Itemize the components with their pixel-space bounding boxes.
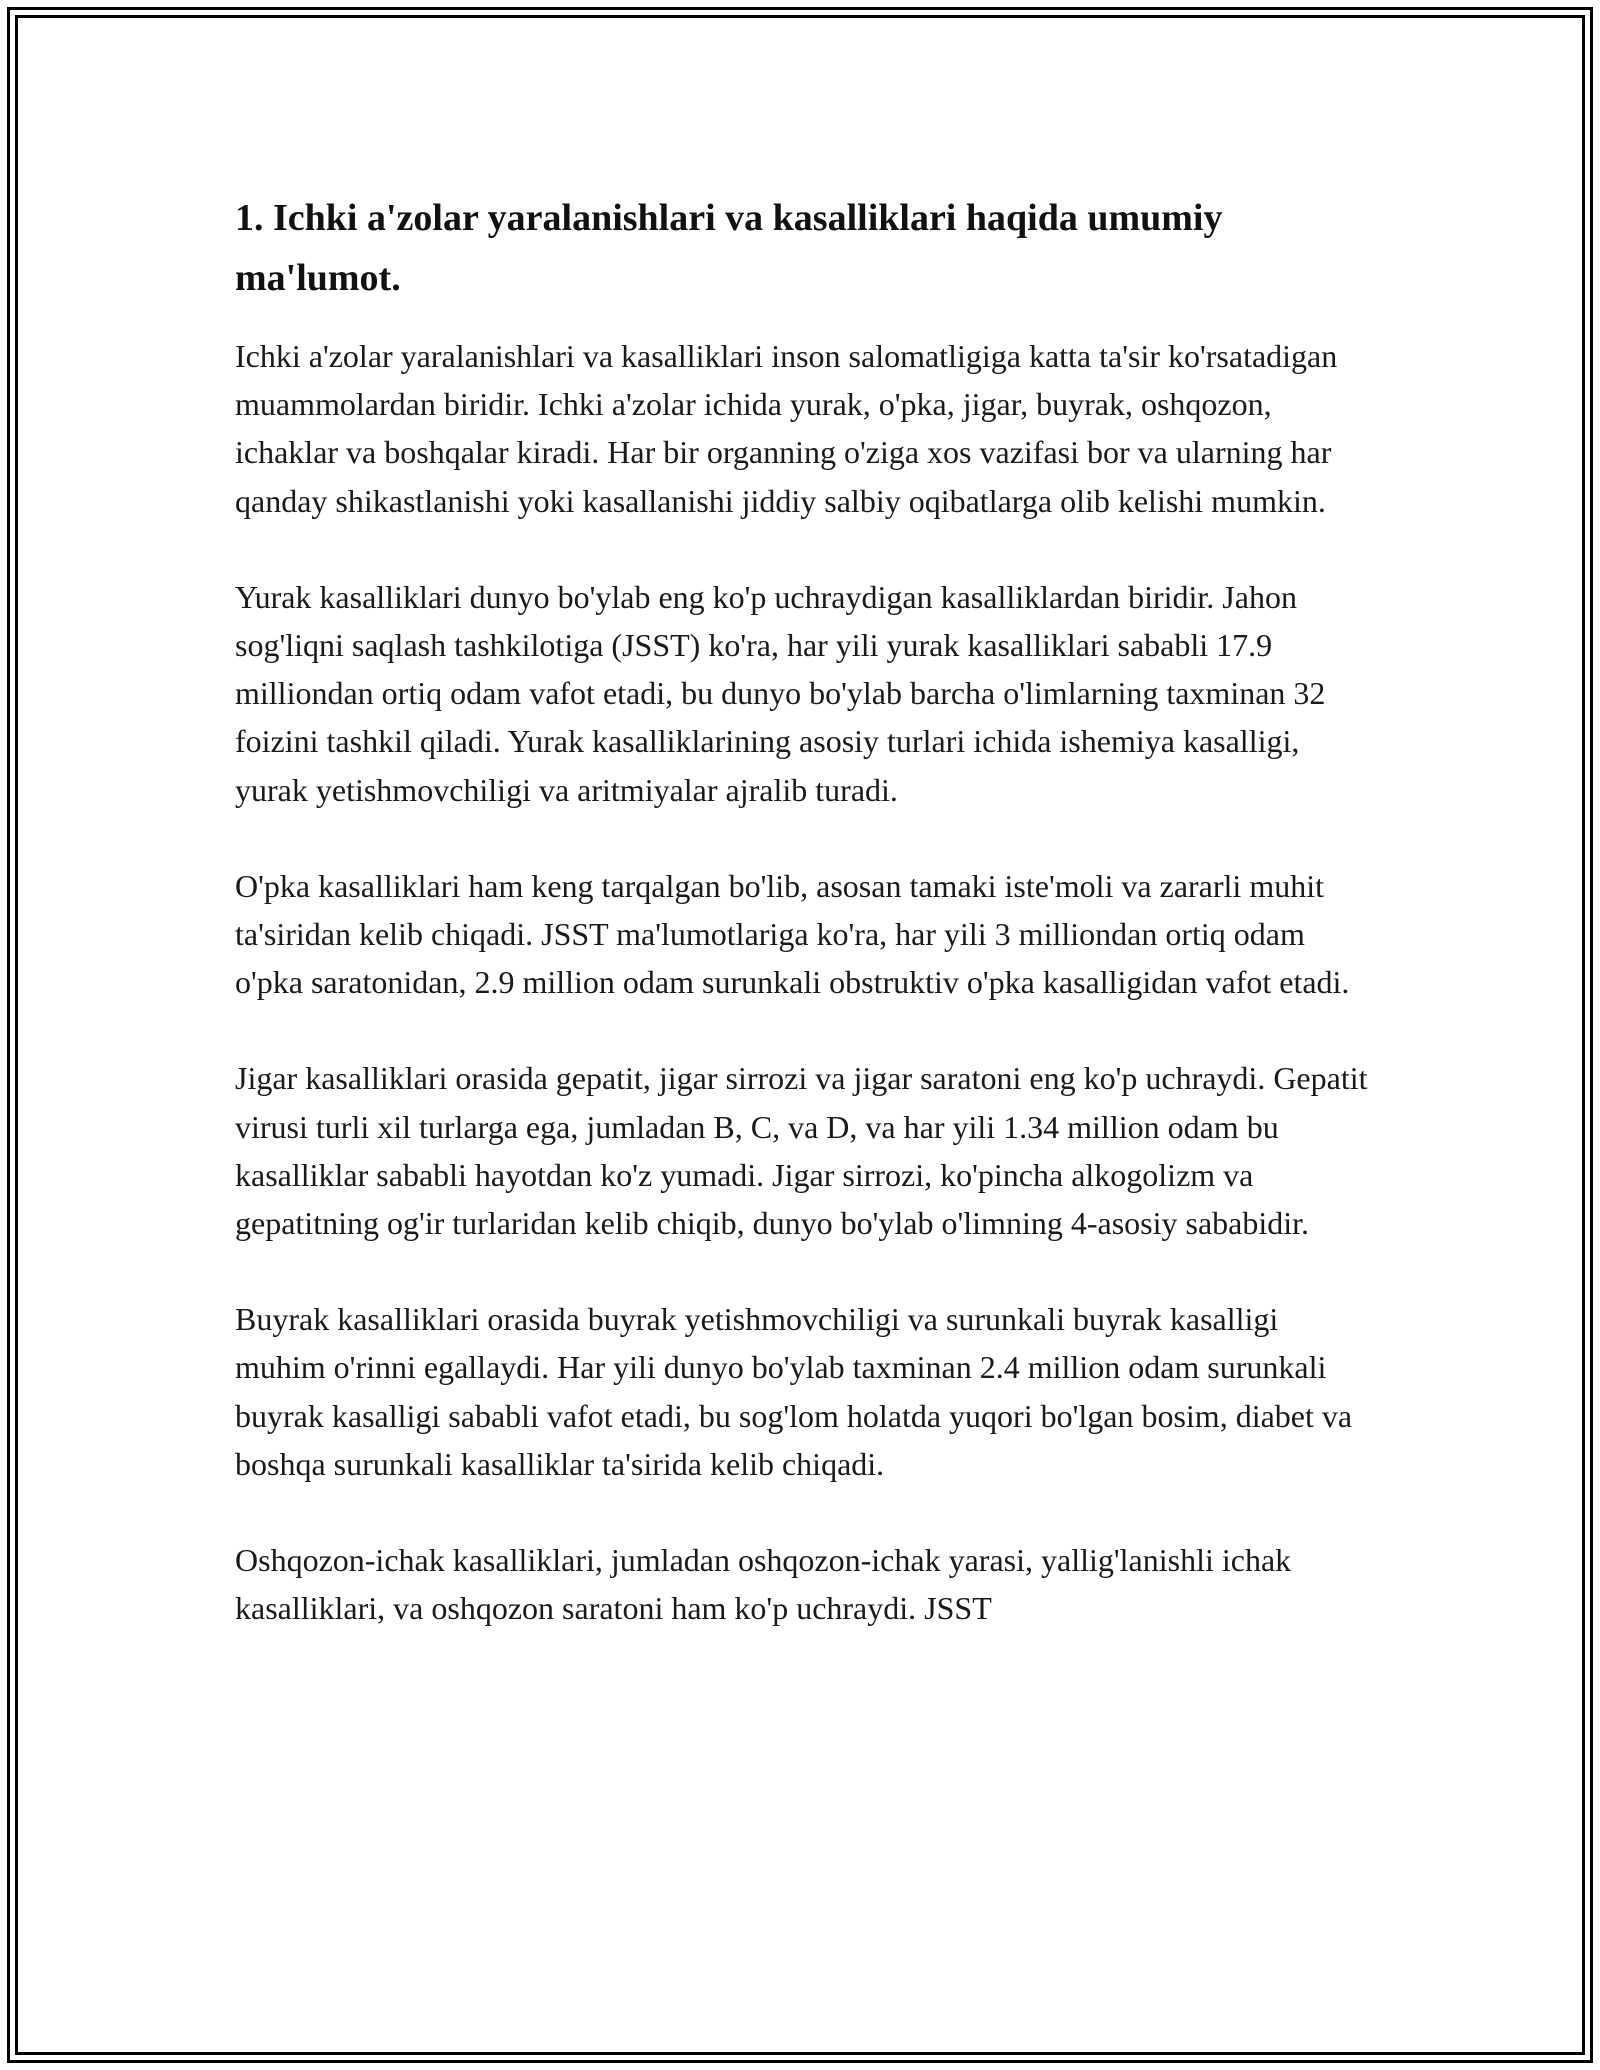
paragraph-lungs: O'pka kasalliklari ham keng tarqalgan bo'lib, asosan tamaki iste'moli va zararli muhit ta'siridan kelib chiqadi. JSST ma'lumotlariga ko'ra, har yili 3 milliondan ortiq odam o'pka saratonidan, 2.9 million odam surunkali obstruktiv o'pka kasalligidan vafot etadi.: [235, 867, 1350, 1001]
paragraph-kidney: Buyrak kasalliklari orasida buyrak yetishmovchiligi va surunkali buyrak kasalligi muhim o'rinni egallaydi. Har yili dunyo bo'ylab taxminan 2.4 million odam surunkali buyrak kasalligi sababli vafot etadi, bu sog'lom holatda yuqori bo'lgan bosim, diabet va boshqa surunkali kasalliklar ta'sirida kelib chiqadi.: [235, 1301, 1353, 1482]
paragraph-liver: Jigar kasalliklari orasida gepatit, jigar sirrozi va jigar saratoni eng ko'p uchraydi. Gepatit virusi turli xil turlarga ega, jumladan B, C, va D, va har yili 1.34 million odam bu kasalliklar sababli hayotdan ko'z yumadi. Jigar sirrozi, ko'pincha alkogolizm va gepatitning og'ir turlaridan kelib chiqib, dunyo bo'ylab o'limning 4-asosiy sababidir.: [235, 1060, 1368, 1242]
section-heading: 1. Ichki a'zolar yaralanishlari va kasalliklari haqida umumiy ma'lumot.: [235, 197, 1223, 299]
paragraph-heart: Yurak kasalliklari dunyo bo'ylab eng ko'p uchraydigan kasalliklardan biridir. Jahon sog'liqni saqlash tashkilotiga (JSST) ko'ra, har yili yurak kasalliklari sababli 17.9 milliondan ortiq odam vafot etadi, bu dunyo bo'ylab barcha o'limlarning taxminan 32 foizini tashkil qiladi. Yurak kasalliklarining asosiy turlari ichida ishemiya kasalligi, yurak yetishmovchiligi va aritmiyalar ajralib turadi.: [235, 578, 1326, 808]
paragraph-gastro: Oshqozon-ichak kasalliklari, jumladan oshqozon-ichak yarasi, yallig'lanishli ichak kasalliklari, va oshqozon saratoni ham ko'p uchraydi. JSST: [235, 1542, 1292, 1627]
paragraph-intro: Ichki a'zolar yaralanishlari va kasalliklari inson salomatligiga katta ta'sir ko'rsatadigan muammolardan biridir. Ichki a'zolar ichida yurak, o'pka, jigar, buyrak, oshqozon, ichaklar va boshqalar kiradi. Har bir organning o'ziga xos vazifasi bor va ularning har qanday shikastlanishi yoki kasallanishi jiddiy salbiy oqibatlarga olib kelishi mumkin.: [235, 338, 1338, 519]
document-body: [235, 188, 1375, 1680]
